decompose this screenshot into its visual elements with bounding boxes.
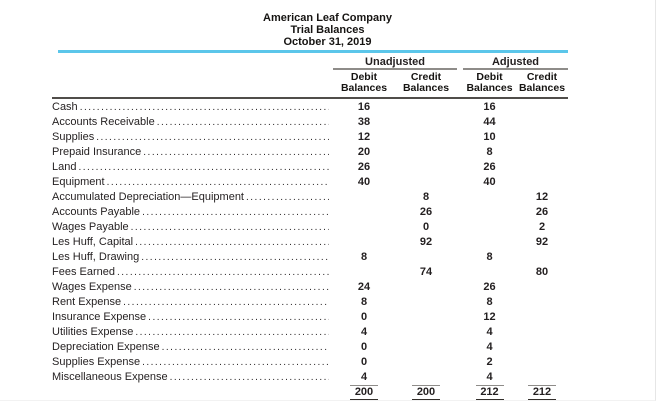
adjusted-debit-header: Debit Balances xyxy=(463,69,516,98)
unadjusted-credit-total-cell xyxy=(395,384,457,401)
adjusted-debit-cell: 4 xyxy=(486,370,493,383)
adjusted-debit-cell: 10 xyxy=(483,130,496,143)
table-row xyxy=(52,309,568,324)
unadjusted-credit-cell: 0 xyxy=(422,220,430,233)
adjusted-debit-cell: 26 xyxy=(483,160,496,173)
unadjusted-debit-cell: 38 xyxy=(357,115,371,128)
adjusted-debit-cell: 2 xyxy=(486,355,493,368)
unadjusted-credit-cell xyxy=(395,279,457,294)
account-name: Insurance Expense xyxy=(52,310,147,323)
unadjusted-debit-cell: 8 xyxy=(360,295,368,308)
table-row xyxy=(52,369,568,384)
table-footer xyxy=(52,384,568,401)
unadjusted-credit-cell xyxy=(395,339,457,354)
table-row xyxy=(52,189,568,204)
table-row xyxy=(52,144,568,159)
unadjusted-credit-cell xyxy=(395,174,457,189)
account-name: Accounts Receivable xyxy=(52,115,155,128)
dot-leader xyxy=(157,117,329,128)
table-row xyxy=(52,219,568,234)
adjusted-debit-cell: 4 xyxy=(486,325,493,338)
adjusted-credit-cell: 26 xyxy=(535,205,549,218)
account-name: Cash xyxy=(52,100,78,113)
adjusted-credit-cell xyxy=(516,309,568,324)
adjusted-credit-cell xyxy=(516,369,568,384)
dot-leader xyxy=(142,357,329,368)
dot-leader xyxy=(246,192,329,203)
table-row xyxy=(52,339,568,354)
account-name: Wages Expense xyxy=(52,280,132,293)
table-row xyxy=(52,354,568,369)
adjusted-debit-total-cell xyxy=(463,384,516,401)
account-name: Fees Earned xyxy=(52,265,115,278)
table-row xyxy=(52,279,568,294)
adjusted-credit-cell xyxy=(516,174,568,189)
dot-leader xyxy=(131,222,329,233)
unadjusted-credit-cell xyxy=(395,129,457,144)
adjusted-debit-cell: 8 xyxy=(486,295,493,308)
account-name: Supplies xyxy=(52,130,95,143)
unadjusted-debit-cell xyxy=(333,234,395,249)
unadjusted-debit-cell: 8 xyxy=(360,250,368,263)
unadjusted-group-header: Unadjusted xyxy=(333,53,457,69)
adjusted-debit-cell: 40 xyxy=(483,175,496,188)
table-row xyxy=(52,324,568,339)
unadjusted-credit-cell xyxy=(395,294,457,309)
unadjusted-credit-cell: 92 xyxy=(419,235,433,248)
adjusted-credit-cell xyxy=(516,129,568,144)
unadjusted-credit-cell xyxy=(395,98,457,114)
dot-leader xyxy=(80,102,329,113)
unadjusted-credit-cell xyxy=(395,114,457,129)
adjusted-credit-cell xyxy=(516,354,568,369)
adjusted-debit-cell: 4 xyxy=(486,340,493,353)
account-name: Rent Expense xyxy=(52,295,122,308)
adjusted-credit-cell xyxy=(516,98,568,114)
adjusted-credit-cell xyxy=(516,324,568,339)
account-name: Supplies Expense xyxy=(52,355,141,368)
adjusted-credit-total-cell xyxy=(516,384,568,401)
unadjusted-credit-cell: 26 xyxy=(419,205,433,218)
adjusted-credit-cell: 2 xyxy=(538,220,546,233)
table-row xyxy=(52,264,568,279)
adjusted-credit-cell: 92 xyxy=(535,235,549,248)
adjusted-debit-cell xyxy=(463,204,516,219)
table-row xyxy=(52,98,568,114)
unadjusted-debit-total-cell xyxy=(333,384,395,401)
unadjusted-debit-cell: 16 xyxy=(357,100,371,113)
unadjusted-debit-cell: 0 xyxy=(360,340,368,353)
adjusted-credit-cell xyxy=(516,114,568,129)
group-header-row xyxy=(52,53,568,69)
report-title: Trial Balances xyxy=(290,24,365,36)
dot-leader xyxy=(135,327,329,338)
table-row xyxy=(52,159,568,174)
report-header xyxy=(0,0,655,48)
dot-leader xyxy=(141,252,329,263)
table-row xyxy=(52,204,568,219)
table-row xyxy=(52,114,568,129)
unadjusted-credit-cell: 8 xyxy=(422,190,430,203)
unadjusted-debit-cell xyxy=(333,219,395,234)
adjusted-debit-cell xyxy=(463,234,516,249)
unadjusted-credit-cell xyxy=(395,309,457,324)
adjusted-debit-cell: 44 xyxy=(483,115,496,128)
table-row xyxy=(52,129,568,144)
table-row xyxy=(52,234,568,249)
table-row xyxy=(52,174,568,189)
account-name: Miscellaneous Expense xyxy=(52,370,168,383)
dot-leader xyxy=(123,297,329,308)
unadjusted-debit-cell: 0 xyxy=(360,310,368,323)
account-name: Les Huff, Drawing xyxy=(52,250,140,263)
dot-leader xyxy=(78,162,329,173)
total-value: 212 xyxy=(476,385,504,401)
adjusted-debit-cell xyxy=(463,264,516,279)
unadjusted-debit-cell: 4 xyxy=(360,370,368,383)
unadjusted-debit-cell xyxy=(333,264,395,279)
adjusted-credit-cell xyxy=(516,294,568,309)
adjusted-debit-cell: 8 xyxy=(486,145,493,158)
dot-leader xyxy=(148,312,329,323)
unadjusted-debit-cell: 40 xyxy=(357,175,371,188)
column-header-row xyxy=(52,69,568,98)
company-name: American Leaf Company xyxy=(263,12,392,24)
unadjusted-debit-cell: 4 xyxy=(360,325,368,338)
unadjusted-credit-cell: 74 xyxy=(419,265,433,278)
account-name: Prepaid Insurance xyxy=(52,145,142,158)
unadjusted-debit-cell: 20 xyxy=(357,145,371,158)
dot-leader xyxy=(96,132,329,143)
adjusted-credit-cell xyxy=(516,279,568,294)
adjusted-debit-cell: 16 xyxy=(483,100,496,113)
unadjusted-credit-cell xyxy=(395,324,457,339)
account-name: Les Huff, Capital xyxy=(52,235,134,248)
trial-balance-table xyxy=(52,53,568,401)
adjusted-debit-cell xyxy=(463,219,516,234)
adjusted-debit-cell: 8 xyxy=(486,250,493,263)
dot-leader xyxy=(162,342,329,353)
table-row xyxy=(52,294,568,309)
unadjusted-credit-cell xyxy=(395,144,457,159)
account-name: Utilities Expense xyxy=(52,325,134,338)
dot-leader xyxy=(107,177,329,188)
unadjusted-debit-header: Debit Balances xyxy=(333,69,395,98)
account-name: Equipment xyxy=(52,175,105,188)
adjusted-credit-cell xyxy=(516,249,568,264)
table-header xyxy=(52,53,568,98)
unadjusted-debit-cell: 12 xyxy=(357,130,371,143)
adjusted-group-header: Adjusted xyxy=(463,53,568,69)
unadjusted-debit-cell xyxy=(333,204,395,219)
adjusted-debit-cell: 26 xyxy=(483,280,496,293)
unadjusted-credit-header: Credit Balances xyxy=(395,69,457,98)
adjusted-debit-cell: 12 xyxy=(483,310,496,323)
account-name: Accounts Payable xyxy=(52,205,141,218)
dot-leader xyxy=(170,372,329,383)
adjusted-credit-cell xyxy=(516,144,568,159)
unadjusted-debit-cell xyxy=(333,189,395,204)
total-value: 200 xyxy=(412,385,440,401)
account-name: Accumulated Depreciation—Equipment xyxy=(52,190,244,203)
unadjusted-debit-cell: 0 xyxy=(360,355,368,368)
unadjusted-credit-cell xyxy=(395,159,457,174)
adjusted-credit-header: Credit Balances xyxy=(516,69,568,98)
table-row xyxy=(52,249,568,264)
unadjusted-credit-cell xyxy=(395,249,457,264)
dot-leader xyxy=(143,147,329,158)
account-name: Land xyxy=(52,160,77,173)
adjusted-credit-cell xyxy=(516,159,568,174)
dot-leader xyxy=(134,282,329,293)
dot-leader xyxy=(135,237,329,248)
adjusted-debit-cell xyxy=(463,189,516,204)
adjusted-credit-cell: 12 xyxy=(535,190,549,203)
account-name: Depreciation Expense xyxy=(52,340,160,353)
table-body xyxy=(52,98,568,384)
dot-leader xyxy=(117,267,329,278)
total-value: 200 xyxy=(350,385,378,401)
unadjusted-credit-cell xyxy=(395,369,457,384)
totals-row xyxy=(52,384,568,401)
total-value: 212 xyxy=(528,385,556,401)
unadjusted-debit-cell: 26 xyxy=(357,160,371,173)
unadjusted-debit-cell: 24 xyxy=(357,280,371,293)
unadjusted-credit-cell xyxy=(395,354,457,369)
report-date: October 31, 2019 xyxy=(283,36,372,48)
account-name: Wages Payable xyxy=(52,220,129,233)
adjusted-credit-cell: 80 xyxy=(535,265,549,278)
dot-leader xyxy=(142,207,329,218)
adjusted-credit-cell xyxy=(516,339,568,354)
